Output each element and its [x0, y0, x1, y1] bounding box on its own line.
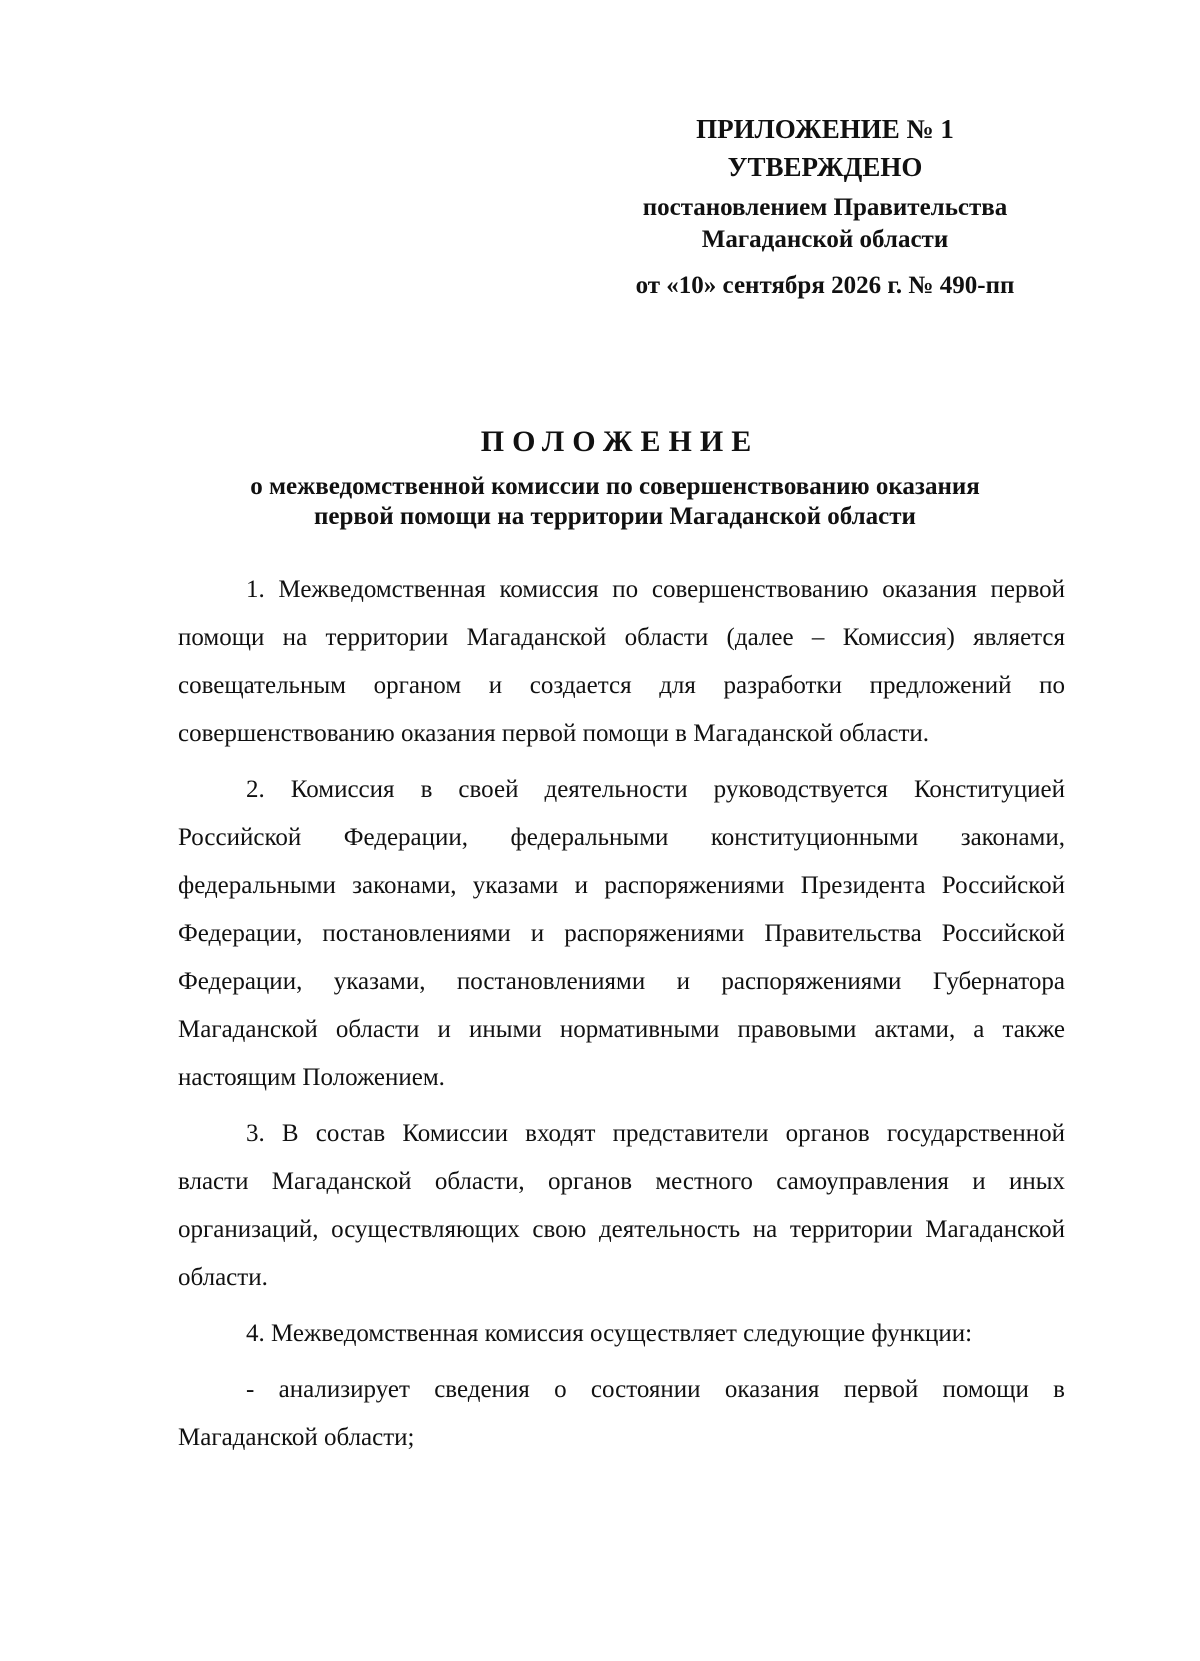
document-title: ПОЛОЖЕНИЕ	[480, 425, 760, 458]
document-body	[178, 566, 1065, 1462]
subtitle-line-1: о межведомственной комиссии по совершенствованию оказания	[250, 473, 980, 500]
approved-by-line2: Магаданской области	[701, 226, 949, 253]
paragraph-function-item: - анализирует сведения о состоянии оказания первой помощи в Магаданской области;	[178, 1376, 1065, 1451]
approved-label: УТВЕРЖДЕНО	[727, 152, 923, 182]
paragraph-4: 4. Межведомственная комиссия осуществляет следующие функции:	[246, 1320, 973, 1347]
subtitle-line-2: первой помощи на территории Магаданской области	[314, 503, 916, 530]
paragraph-1: 1. Межведомственная комиссия по совершенствованию оказания первой помощи на территории Магаданской области (далее – Комиссия) является совещательным органом и создается для разработки предложений по совершенствованию оказания первой помощи в Магаданской области.	[178, 576, 1065, 747]
document-subtitle	[170, 472, 1060, 532]
approval-block	[600, 110, 1050, 302]
approval-date-number: от «10» сентября 2026 г. № 490-пп	[635, 272, 1015, 299]
paragraph-2: 2. Комиссия в своей деятельности руководствуется Конституцией Российской Федерации, федеральными конституционными законами, федеральными законами, указами и распоряжениями Президента Российской Федерации, постановлениями и распоряжениями Правительства Российской Федерации, указами, постановлениями и распоряжениями Губернатора Магаданской области и иными нормативными правовыми актами, а также настоящим Положением.	[178, 776, 1065, 1091]
appendix-label: ПРИЛОЖЕНИЕ № 1	[696, 114, 954, 144]
approved-by-line1: постановлением Правительства	[642, 194, 1008, 221]
paragraph-3: 3. В состав Комиссии входят представители органов государственной власти Магаданской области, органов местного самоуправления и иных организаций, осуществляющих свою деятельность на территории Магаданской области.	[178, 1120, 1065, 1291]
